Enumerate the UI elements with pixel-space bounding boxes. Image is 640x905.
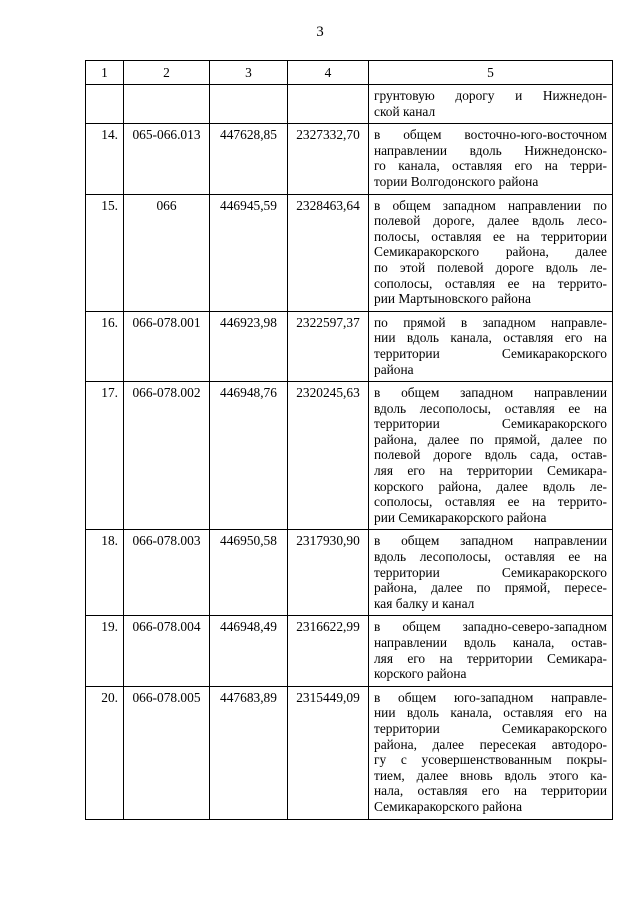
description-line: корского района, далее вдоль ле- xyxy=(374,478,607,494)
description-line: нии вдоль канала, оставляя его на xyxy=(374,330,607,346)
description-cell xyxy=(369,382,613,530)
coordinate-x: 447683,89 xyxy=(210,686,288,819)
point-code: 066-078.004 xyxy=(124,616,210,686)
point-code: 065-066.013 xyxy=(124,124,210,194)
description-line: по прямой в западном направле- xyxy=(374,314,607,330)
coordinate-y: 2317930,90 xyxy=(288,530,369,616)
point-code: 066-078.001 xyxy=(124,311,210,381)
description-line: территории Семикаракорского xyxy=(374,720,607,736)
description-cell xyxy=(369,311,613,381)
description-line: вдоль лесополосы, оставляя ее на xyxy=(374,400,607,416)
continuation-row xyxy=(86,85,613,124)
description-cell xyxy=(369,85,613,124)
coordinate-y: 2320245,63 xyxy=(288,382,369,530)
table-row xyxy=(86,194,613,311)
coordinate-y: 2316622,99 xyxy=(288,616,369,686)
description-line: полосы, оставляя ее на территории xyxy=(374,228,607,244)
description-line: рии Семикаракорского района xyxy=(374,509,547,525)
coordinate-y: 2327332,70 xyxy=(288,124,369,194)
column-header: 5 xyxy=(369,61,613,85)
point-code: 066-078.003 xyxy=(124,530,210,616)
description-line: территории Семикаракорского xyxy=(374,564,607,580)
description-line: тории Волгодонского района xyxy=(374,173,539,189)
table-row xyxy=(86,311,613,381)
empty-cell xyxy=(210,85,288,124)
description-line: района, далее по прямой, далее по xyxy=(374,431,607,447)
row-number: 16. xyxy=(86,311,124,381)
row-number: 15. xyxy=(86,194,124,311)
description-line: тием, далее вновь вдоль этого ка- xyxy=(374,767,607,783)
description-line: района, далее пересекая автодоро- xyxy=(374,736,607,752)
description-line: корского района xyxy=(374,666,467,682)
row-number: 17. xyxy=(86,382,124,530)
column-header: 4 xyxy=(288,61,369,85)
point-code: 066 xyxy=(124,194,210,311)
description-line: нии вдоль канала, оставляя его на xyxy=(374,705,607,721)
row-number: 14. xyxy=(86,124,124,194)
description-line: ской канал xyxy=(374,103,436,119)
description-line: в общем восточно-юго-восточном xyxy=(374,127,607,143)
description-line: в общем западном направлении по xyxy=(374,197,607,213)
row-number: 20. xyxy=(86,686,124,819)
description-line: сополосы, оставляя ее на террито- xyxy=(374,275,607,291)
description-line: в общем западно-северо-западном xyxy=(374,619,607,635)
empty-cell xyxy=(86,85,124,124)
description-line: по этой полевой дороге вдоль ле- xyxy=(374,259,607,275)
page-number: 3 xyxy=(316,24,324,40)
description-line: сополосы, оставляя ее на террито- xyxy=(374,494,607,510)
description-line: территории Семикаракорского xyxy=(374,345,607,361)
description-line: района xyxy=(374,361,414,377)
description-line: направлении вдоль Нижнедонско- xyxy=(374,142,607,158)
row-number: 18. xyxy=(86,530,124,616)
column-header: 3 xyxy=(210,61,288,85)
table-row xyxy=(86,530,613,616)
description-cell xyxy=(369,616,613,686)
description-line: ляя его на территории Семикара- xyxy=(374,463,607,479)
coordinate-x: 446950,58 xyxy=(210,530,288,616)
description-line: направлении вдоль канала, остав- xyxy=(374,635,607,650)
table-row xyxy=(86,616,613,686)
coordinate-x: 446948,49 xyxy=(210,616,288,686)
description-line: Семикаракорского района, далее xyxy=(374,244,607,260)
description-cell xyxy=(369,194,613,311)
description-line: кая балку и канал xyxy=(374,595,475,611)
coordinate-y: 2328463,64 xyxy=(288,194,369,311)
coordinate-y: 2322597,37 xyxy=(288,311,369,381)
description-line: в общем западном направлении xyxy=(374,533,607,549)
column-header: 2 xyxy=(124,61,210,85)
description-line: полевой дороге вдоль сада, остав- xyxy=(374,447,607,463)
point-code: 066-078.002 xyxy=(124,382,210,530)
empty-cell xyxy=(288,85,369,124)
description-line: нала, оставляя его на территории xyxy=(374,783,607,799)
description-cell xyxy=(369,686,613,819)
description-line: полевой дороге, далее вдоль лесо- xyxy=(374,213,607,229)
row-number: 19. xyxy=(86,616,124,686)
table-header-row xyxy=(86,61,613,85)
coordinate-x: 447628,85 xyxy=(210,124,288,194)
description-line: территории Семикаракорского xyxy=(374,416,607,432)
point-code: 066-078.005 xyxy=(124,686,210,819)
coordinate-x: 446923,98 xyxy=(210,311,288,381)
table-row xyxy=(86,382,613,530)
coordinate-x: 446948,76 xyxy=(210,382,288,530)
description-line: района, далее по прямой, пересе- xyxy=(374,580,607,596)
description-line: в общем западном направлении xyxy=(374,385,607,401)
description-line: го канала, оставляя его на терри- xyxy=(374,158,607,174)
description-line: в общем юго-западном направле- xyxy=(374,689,607,705)
description-line: грунтовую дорогу и Нижнедон- xyxy=(374,88,607,103)
empty-cell xyxy=(124,85,210,124)
description-line: Семикаракорского района xyxy=(374,798,523,814)
description-line: вдоль лесополосы, оставляя ее на xyxy=(374,549,607,565)
table-row xyxy=(86,124,613,194)
table-row xyxy=(86,686,613,819)
column-header: 1 xyxy=(86,61,124,85)
description-line: гу с усовершенствованным покры- xyxy=(374,752,607,768)
description-cell xyxy=(369,530,613,616)
boundary-table xyxy=(85,60,613,820)
description-cell xyxy=(369,124,613,194)
coordinate-x: 446945,59 xyxy=(210,194,288,311)
description-line: рии Мартыновского района xyxy=(374,291,531,307)
description-line: ляя его на территории Семикара- xyxy=(374,650,607,666)
coordinate-y: 2315449,09 xyxy=(288,686,369,819)
